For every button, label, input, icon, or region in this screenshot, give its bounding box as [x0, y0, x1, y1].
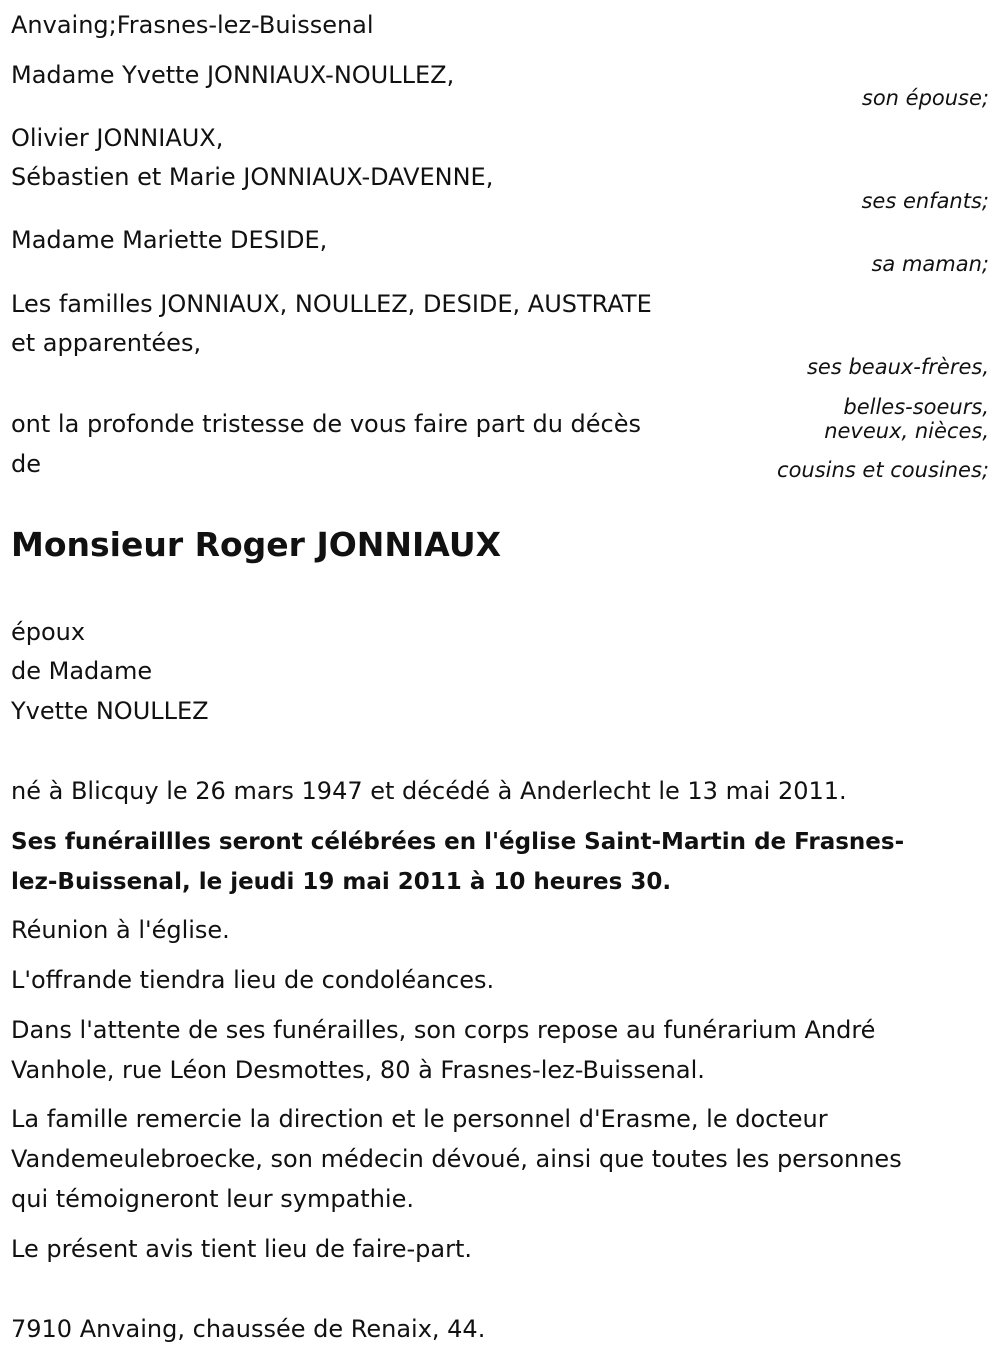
thanks-line-3: qui témoigneront leur sympathie.: [11, 1185, 414, 1213]
role-brothers: ses beaux-frères,: [806, 355, 989, 379]
role-sisters: belles-soeurs,: [843, 395, 989, 419]
birth-death-dates: né à Blicquy le 26 mars 1947 et décédé à Anderlecht le 13 mai 2011.: [11, 777, 847, 805]
announcement-line-2: de: [11, 450, 41, 478]
deceased-name: Monsieur Roger JONNIAUX: [11, 525, 502, 564]
funeral-line-2: lez-Buissenal, le jeudi 19 mai 2011 à 10 heures 30.: [11, 869, 672, 895]
child-line-2: Sébastien et Marie JONNIAUX-DAVENNE,: [11, 163, 494, 191]
spouse-of-line-3: Yvette NOULLEZ: [11, 697, 209, 725]
footer-address: 7910 Anvaing, chaussée de Renaix, 44.: [11, 1315, 486, 1343]
notice-text: Le présent avis tient lieu de faire-part.: [11, 1235, 473, 1263]
role-cousins: cousins et cousines;: [777, 458, 989, 482]
funeral-line-1: Ses funéraillles seront célébrées en l'église Saint-Martin de Frasnes-: [11, 829, 905, 855]
spouse-of-line-2: de Madame: [11, 657, 153, 685]
child-line-1: Olivier JONNIAUX,: [11, 124, 224, 152]
families-line-1: Les familles JONNIAUX, NOULLEZ, DESIDE, AUSTRATE: [11, 290, 652, 318]
mother-role: sa maman;: [871, 252, 989, 276]
spouse-of-line-1: époux: [11, 618, 86, 646]
spouse-role: son épouse;: [861, 86, 989, 110]
role-nephews: neveux, nièces,: [824, 419, 989, 443]
header-place: Anvaing;Frasnes-lez-Buissenal: [11, 11, 374, 39]
children-role: ses enfants;: [861, 189, 989, 213]
announcement-line-1: ont la profonde tristesse de vous faire part du décès: [11, 410, 641, 438]
offering-info: L'offrande tiendra lieu de condoléances.: [11, 966, 495, 994]
rest-line-2: Vanhole, rue Léon Desmottes, 80 à Frasnes-lez-Buissenal.: [11, 1056, 705, 1084]
meeting-info: Réunion à l'église.: [11, 916, 230, 944]
thanks-line-2: Vandemeulebroecke, son médecin dévoué, ainsi que toutes les personnes: [11, 1145, 902, 1173]
rest-line-1: Dans l'attente de ses funérailles, son corps repose au funérarium André: [11, 1016, 876, 1044]
mother-name: Madame Mariette DESIDE,: [11, 226, 328, 254]
thanks-line-1: La famille remercie la direction et le personnel d'Erasme, le docteur: [11, 1105, 828, 1133]
families-line-2: et apparentées,: [11, 329, 202, 357]
spouse-name: Madame Yvette JONNIAUX-NOULLEZ,: [11, 61, 455, 89]
